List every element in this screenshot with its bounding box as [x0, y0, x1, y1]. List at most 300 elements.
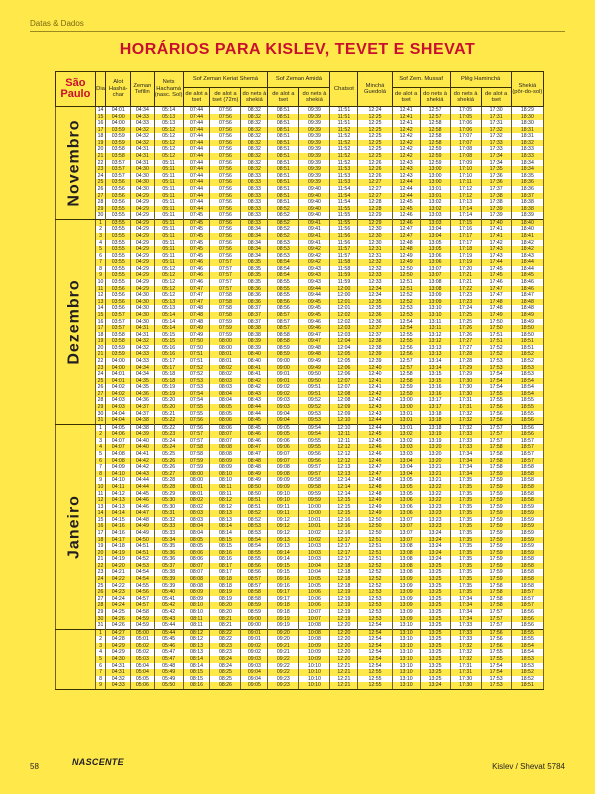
time-cell: 09:49: [299, 365, 330, 372]
time-cell: 08:51: [241, 504, 268, 511]
time-cell: 13:10: [392, 636, 420, 643]
time-cell: 17:07: [450, 133, 481, 140]
time-cell: 17:52: [481, 345, 511, 352]
time-cell: 03:57: [106, 166, 131, 173]
time-cell: 09:19: [268, 622, 299, 629]
day-cell: 30: [95, 411, 106, 418]
time-cell: 12:44: [392, 186, 420, 193]
time-cell: 12:27: [358, 186, 392, 193]
time-cell: 07:59: [183, 464, 210, 471]
time-cell: 05:39: [154, 583, 183, 590]
time-cell: 07:44: [183, 166, 210, 173]
time-cell: 13:10: [392, 669, 420, 676]
time-cell: 05:35: [154, 543, 183, 550]
time-cell: 07:57: [210, 259, 241, 266]
time-cell: 08:09: [210, 458, 241, 465]
time-cell: 18:59: [511, 504, 543, 511]
time-cell: 08:59: [268, 351, 299, 358]
time-cell: 05:06: [131, 682, 155, 689]
time-cell: 12:59: [392, 391, 420, 398]
time-cell: 13:01: [420, 186, 450, 193]
time-cell: 12:43: [392, 166, 420, 173]
time-cell: 04:46: [131, 497, 155, 504]
time-cell: 18:56: [511, 609, 543, 616]
time-cell: 12:47: [392, 226, 420, 233]
col-mincha-guedola: Minchá Guedolá: [358, 72, 392, 107]
time-cell: 08:59: [268, 345, 299, 352]
time-cell: 07:44: [183, 153, 210, 160]
time-cell: 07:45: [183, 233, 210, 240]
time-cell: 12:28: [358, 199, 392, 206]
time-cell: 08:52: [241, 517, 268, 524]
day-cell: 5: [95, 246, 106, 253]
time-cell: 05:02: [131, 649, 155, 656]
time-cell: 05:11: [154, 193, 183, 200]
time-cell: 13:09: [392, 589, 420, 596]
time-cell: 18:43: [511, 253, 543, 260]
time-cell: 13:05: [392, 477, 420, 484]
day-cell: 2: [95, 226, 106, 233]
time-cell: 09:39: [299, 114, 330, 121]
time-cell: 04:59: [131, 622, 155, 629]
time-cell: 08:19: [210, 589, 241, 596]
time-cell: 12:32: [358, 266, 392, 273]
time-cell: 11:53: [330, 173, 358, 180]
time-cell: 04:26: [106, 616, 131, 623]
time-cell: 13:07: [392, 523, 420, 530]
time-cell: 13:10: [420, 305, 450, 312]
time-cell: 17:33: [450, 444, 481, 451]
time-cell: 17:35: [450, 517, 481, 524]
time-cell: 08:15: [183, 676, 210, 683]
time-cell: 17:23: [450, 299, 481, 306]
time-cell: 17:30: [450, 391, 481, 398]
time-cell: 08:01: [210, 358, 241, 365]
time-cell: 18:47: [511, 292, 543, 299]
time-cell: 08:41: [241, 365, 268, 372]
time-cell: 13:00: [392, 404, 420, 411]
time-cell: 08:49: [241, 477, 268, 484]
time-cell: 05:20: [154, 397, 183, 404]
table-row: [56, 299, 544, 306]
time-cell: 17:35: [450, 583, 481, 590]
time-cell: 08:07: [210, 438, 241, 445]
time-cell: 09:12: [268, 517, 299, 524]
time-cell: 08:35: [241, 279, 268, 286]
time-cell: 07:44: [183, 173, 210, 180]
day-cell: 7: [95, 464, 106, 471]
time-cell: 04:30: [131, 305, 155, 312]
table-row: [56, 279, 544, 286]
time-cell: 05:19: [154, 384, 183, 391]
time-cell: 18:54: [511, 391, 543, 398]
time-cell: 09:43: [299, 279, 330, 286]
day-cell: 29: [95, 609, 106, 616]
time-cell: 17:33: [450, 636, 481, 643]
day-cell: 14: [95, 510, 106, 517]
time-cell: 09:22: [268, 669, 299, 676]
time-cell: 12:51: [392, 286, 420, 293]
time-cell: 17:12: [450, 186, 481, 193]
time-cell: 17:51: [481, 338, 511, 345]
time-cell: 07:55: [183, 404, 210, 411]
time-cell: 08:55: [241, 550, 268, 557]
time-cell: 17:05: [450, 107, 481, 114]
time-cell: 04:39: [131, 431, 155, 438]
time-cell: 13:08: [392, 556, 420, 563]
time-cell: 08:51: [268, 107, 299, 114]
time-cell: 07:45: [183, 219, 210, 226]
time-cell: 05:12: [154, 153, 183, 160]
table-row: [56, 219, 544, 226]
time-cell: 17:22: [450, 286, 481, 293]
time-cell: 10:04: [299, 563, 330, 570]
time-cell: 09:39: [299, 166, 330, 173]
day-cell: 6: [95, 663, 106, 670]
time-cell: 13:02: [392, 438, 420, 445]
time-cell: 12:42: [392, 140, 420, 147]
time-cell: 17:31: [450, 404, 481, 411]
table-row: [56, 656, 544, 663]
time-cell: 09:45: [299, 305, 330, 312]
time-cell: 08:10: [210, 471, 241, 478]
time-cell: 05:12: [154, 272, 183, 279]
time-cell: 12:13: [330, 471, 358, 478]
time-cell: 05:17: [154, 358, 183, 365]
time-cell: 08:37: [241, 305, 268, 312]
time-cell: 08:45: [241, 424, 268, 431]
time-cell: 08:33: [241, 186, 268, 193]
time-cell: 13:05: [392, 484, 420, 491]
time-cell: 12:05: [330, 358, 358, 365]
time-cell: 05:11: [154, 233, 183, 240]
time-cell: 08:14: [210, 523, 241, 530]
time-cell: 13:23: [420, 523, 450, 530]
sub-mussaf-nets: do nets à shekiá: [420, 88, 450, 107]
time-cell: 17:45: [481, 266, 511, 273]
time-cell: 09:01: [268, 371, 299, 378]
time-cell: 13:19: [420, 431, 450, 438]
time-cell: 03:55: [106, 219, 131, 226]
edition-label: Kislev / Shevat 5784: [492, 762, 565, 771]
time-cell: 13:09: [392, 596, 420, 603]
time-cell: 04:33: [131, 351, 155, 358]
time-cell: 08:06: [210, 424, 241, 431]
time-cell: 08:33: [241, 199, 268, 206]
day-cell: 25: [95, 378, 106, 385]
time-cell: 09:52: [299, 404, 330, 411]
time-cell: 04:36: [131, 391, 155, 398]
time-cell: 17:15: [450, 219, 481, 226]
time-cell: 09:39: [299, 120, 330, 127]
time-cell: 13:25: [420, 563, 450, 570]
time-cell: 13:14: [420, 358, 450, 365]
time-cell: 08:37: [241, 312, 268, 319]
time-cell: 13:10: [420, 312, 450, 319]
time-cell: 17:38: [481, 199, 511, 206]
time-cell: 13:05: [420, 246, 450, 253]
time-cell: 17:40: [481, 219, 511, 226]
time-cell: 17:59: [481, 556, 511, 563]
time-cell: 12:59: [392, 384, 420, 391]
time-cell: 10:03: [299, 550, 330, 557]
time-cell: 08:22: [210, 636, 241, 643]
time-cell: 10:10: [299, 676, 330, 683]
time-cell: 12:54: [358, 663, 392, 670]
col-sof-amida: Sof Zeman Amidá: [268, 72, 330, 88]
table-row: [56, 365, 544, 372]
time-cell: 13:25: [420, 649, 450, 656]
time-cell: 08:51: [268, 173, 299, 180]
time-cell: 10:02: [299, 530, 330, 537]
time-cell: 13:12: [420, 338, 450, 345]
time-cell: 13:21: [420, 477, 450, 484]
time-cell: 05:01: [131, 636, 155, 643]
time-cell: 03:56: [106, 179, 131, 186]
time-cell: 17:59: [481, 530, 511, 537]
time-cell: 13:25: [420, 643, 450, 650]
time-cell: 07:44: [183, 206, 210, 213]
time-cell: 12:21: [330, 676, 358, 683]
time-cell: 17:56: [481, 643, 511, 650]
table-row: [56, 417, 544, 424]
time-cell: 04:01: [106, 107, 131, 114]
time-cell: 05:12: [154, 146, 183, 153]
time-cell: 12:42: [392, 146, 420, 153]
time-cell: 17:34: [450, 471, 481, 478]
time-cell: 18:34: [511, 166, 543, 173]
time-cell: 04:14: [106, 510, 131, 517]
time-cell: 04:01: [106, 378, 131, 385]
time-cell: 17:10: [450, 166, 481, 173]
time-cell: 12:41: [392, 120, 420, 127]
time-cell: 18:38: [511, 199, 543, 206]
time-cell: 18:55: [511, 636, 543, 643]
time-cell: 08:12: [210, 504, 241, 511]
time-cell: 18:33: [511, 153, 543, 160]
time-cell: 17:56: [481, 629, 511, 636]
time-cell: 07:56: [210, 133, 241, 140]
day-cell: 4: [95, 649, 106, 656]
table-row: [56, 471, 544, 478]
time-cell: 08:36: [241, 299, 268, 306]
table-row: [56, 602, 544, 609]
time-cell: 11:56: [330, 240, 358, 247]
time-cell: 03:56: [106, 199, 131, 206]
time-cell: 04:49: [131, 523, 155, 530]
time-cell: 08:13: [183, 643, 210, 650]
time-cell: 12:50: [358, 523, 392, 530]
time-cell: 12:46: [392, 212, 420, 219]
time-cell: 07:48: [183, 319, 210, 326]
time-cell: 04:30: [131, 186, 155, 193]
time-cell: 13:01: [392, 424, 420, 431]
time-cell: 10:08: [299, 636, 330, 643]
time-cell: 09:13: [268, 543, 299, 550]
time-cell: 17:33: [450, 622, 481, 629]
time-cell: 08:58: [241, 589, 268, 596]
table-row: [56, 233, 544, 240]
time-cell: 04:40: [131, 444, 155, 451]
time-cell: 09:01: [268, 378, 299, 385]
month-label-cell: [56, 424, 96, 629]
time-cell: 08:17: [210, 563, 241, 570]
time-cell: 13:21: [420, 471, 450, 478]
time-cell: 08:04: [210, 391, 241, 398]
time-cell: 12:32: [358, 259, 392, 266]
time-cell: 09:04: [241, 669, 268, 676]
time-cell: 17:59: [481, 537, 511, 544]
time-cell: 09:02: [241, 649, 268, 656]
time-cell: 12:30: [358, 226, 392, 233]
time-cell: 07:57: [210, 272, 241, 279]
day-cell: 21: [95, 351, 106, 358]
time-cell: 18:45: [511, 272, 543, 279]
time-cell: 09:47: [299, 338, 330, 345]
time-cell: 04:01: [106, 371, 131, 378]
time-cell: 08:42: [241, 384, 268, 391]
time-cell: 12:25: [358, 120, 392, 127]
time-cell: 12:44: [358, 424, 392, 431]
table-row: [56, 378, 544, 385]
time-cell: 12:49: [358, 510, 392, 517]
time-cell: 10:07: [299, 609, 330, 616]
time-cell: 08:36: [241, 286, 268, 293]
time-cell: 07:53: [183, 384, 210, 391]
time-cell: 04:03: [106, 404, 131, 411]
time-cell: 12:06: [330, 365, 358, 372]
time-cell: 12:15: [330, 497, 358, 504]
table-row: [56, 622, 544, 629]
time-cell: 09:42: [299, 259, 330, 266]
time-cell: 17:56: [481, 417, 511, 424]
time-cell: 11:55: [330, 206, 358, 213]
time-cell: 18:56: [511, 424, 543, 431]
time-cell: 08:10: [183, 609, 210, 616]
time-cell: 09:04: [241, 676, 268, 683]
time-cell: 17:32: [481, 133, 511, 140]
time-cell: 17:31: [450, 663, 481, 670]
time-cell: 09:53: [299, 411, 330, 418]
time-cell: 04:31: [131, 160, 155, 167]
time-cell: 13:00: [420, 173, 450, 180]
time-cell: 13:09: [392, 583, 420, 590]
time-cell: 08:33: [241, 173, 268, 180]
time-cell: 04:29: [131, 266, 155, 273]
time-cell: 17:43: [481, 246, 511, 253]
table-row: [56, 319, 544, 326]
time-cell: 10:05: [299, 576, 330, 583]
time-cell: 04:51: [131, 543, 155, 550]
time-cell: 18:39: [511, 212, 543, 219]
time-cell: 09:13: [268, 537, 299, 544]
time-cell: 08:15: [210, 543, 241, 550]
time-cell: 04:54: [131, 576, 155, 583]
day-cell: 24: [95, 576, 106, 583]
day-cell: 8: [95, 471, 106, 478]
time-cell: 13:11: [420, 319, 450, 326]
time-cell: 08:55: [268, 292, 299, 299]
time-cell: 12:20: [330, 643, 358, 650]
time-cell: 09:39: [299, 127, 330, 134]
time-cell: 08:01: [210, 351, 241, 358]
time-cell: 03:55: [106, 226, 131, 233]
time-cell: 04:34: [131, 365, 155, 372]
magazine-logo: NASCENTE: [72, 757, 124, 767]
time-cell: 04:30: [131, 179, 155, 186]
time-cell: 13:24: [420, 550, 450, 557]
time-cell: 05:12: [154, 286, 183, 293]
time-cell: 13:09: [392, 576, 420, 583]
time-cell: 04:16: [106, 530, 131, 537]
time-cell: 04:31: [131, 146, 155, 153]
time-cell: 17:55: [481, 656, 511, 663]
time-cell: 12:59: [420, 160, 450, 167]
day-cell: 30: [95, 616, 106, 623]
table-row: [56, 114, 544, 121]
table-row: [56, 127, 544, 134]
time-cell: 08:36: [241, 292, 268, 299]
time-cell: 09:14: [268, 556, 299, 563]
time-cell: 17:34: [450, 464, 481, 471]
time-cell: 07:56: [210, 146, 241, 153]
time-cell: 09:43: [299, 272, 330, 279]
table-row: [56, 107, 544, 114]
time-cell: 17:43: [481, 253, 511, 260]
time-cell: 09:53: [299, 417, 330, 424]
time-cell: 12:48: [392, 246, 420, 253]
time-cell: 11:52: [330, 133, 358, 140]
time-cell: 12:59: [420, 153, 450, 160]
time-cell: 08:00: [210, 338, 241, 345]
time-cell: 12:57: [420, 114, 450, 121]
time-cell: 18:52: [511, 351, 543, 358]
time-cell: 08:38: [241, 332, 268, 339]
time-cell: 18:30: [511, 120, 543, 127]
time-cell: 13:08: [392, 569, 420, 576]
time-cell: 04:10: [106, 477, 131, 484]
day-cell: 25: [95, 583, 106, 590]
time-cell: 05:24: [154, 438, 183, 445]
time-cell: 05:11: [154, 219, 183, 226]
time-cell: 05:42: [154, 609, 183, 616]
time-cell: 07:56: [210, 246, 241, 253]
time-cell: 17:44: [481, 259, 511, 266]
table-row: [56, 484, 544, 491]
time-cell: 04:13: [106, 504, 131, 511]
time-cell: 18:59: [511, 530, 543, 537]
time-cell: 12:04: [330, 345, 358, 352]
day-cell: 15: [95, 517, 106, 524]
time-cell: 13:25: [420, 629, 450, 636]
time-cell: 08:39: [241, 338, 268, 345]
time-cell: 13:12: [420, 332, 450, 339]
time-cell: 08:53: [268, 246, 299, 253]
time-cell: 08:10: [210, 477, 241, 484]
time-cell: 03:59: [106, 140, 131, 147]
time-cell: 08:23: [210, 649, 241, 656]
time-cell: 09:21: [268, 643, 299, 650]
time-cell: 13:04: [392, 458, 420, 465]
time-cell: 08:06: [210, 417, 241, 424]
time-cell: 07:47: [183, 286, 210, 293]
time-cell: 13:20: [420, 444, 450, 451]
time-cell: 17:09: [450, 160, 481, 167]
time-cell: 09:47: [299, 332, 330, 339]
table-row: [56, 556, 544, 563]
time-cell: 12:18: [330, 563, 358, 570]
time-cell: 11:54: [330, 199, 358, 206]
